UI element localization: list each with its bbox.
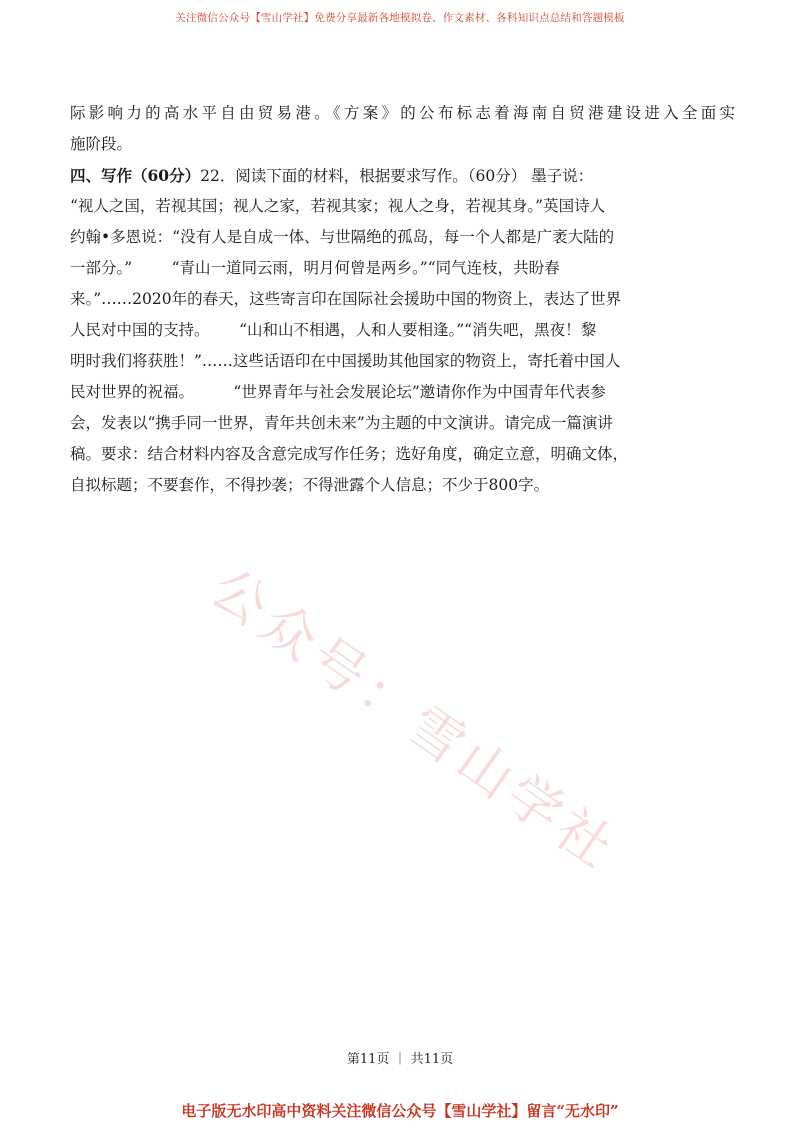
text-line: 人民对中国的支持。 “山和山不相遇，人和人要相逢。”“消失吧，黑夜！黎 [70,321,597,339]
text-line: 明时我们将获胜！”……这些话语印在中国援助其他国家的物资上，寄托着中国人 [70,352,621,370]
top-banner: 关注微信公众号【雪山学社】免费分享最新各地模拟卷、作文素材、各科知识点总结和答题模板 [175,12,625,24]
bottom-banner: 电子版无水印高中资料关注微信公众号【雪山学社】留言“无水印” [181,1102,619,1120]
text-line: 来。”……2020年的春天，这些寄言印在国际社会援助中国的物资上，表达了世界 [70,290,622,308]
text-line: 际影响力的高水平自由贸易港。《方案》的公布标志着海南自贸港建设进入全面实 [70,104,735,122]
text-line: 施阶段。 [70,135,133,153]
text-line: 约翰•多恩说：“没有人是自成一体、与世隔绝的孤岛，每一个人都是广袤大陆的 [70,228,615,246]
page-number: 第11页 ｜ 共11页 [346,1052,454,1067]
text-line: 一部分。” “青山一道同云雨，明月何曾是两乡。”“同气连枝，共盼春 [70,259,560,277]
document-body [70,98,735,501]
section-heading: 四、写作（60分） [70,166,201,185]
question-prompt: 22．阅读下面的材料，根据要求写作。（60分） 墨子说： [200,167,594,185]
section-line [70,160,735,191]
watermark-text: 公众号：雪山学社 [199,555,629,883]
text-line: 民对世界的祝福。 “世界青年与社会发展论坛”邀请你作为中国青年代表参 [70,383,606,401]
text-line: 会，发表以“携手同一世界，青年共创未来”为主题的中文演讲。请完成一篇演讲 [70,414,613,432]
text-line: 稿。要求：结合材料内容及含意完成写作任务；选好角度，确定立意，明确文体， [70,445,629,463]
text-line: 自拟标题；不要套作，不得抄袭；不得泄露个人信息；不少于800字。 [70,476,550,494]
text-line: “视人之国，若视其国；视人之家，若视其家；视人之身，若视其身。”英国诗人 [70,197,606,215]
